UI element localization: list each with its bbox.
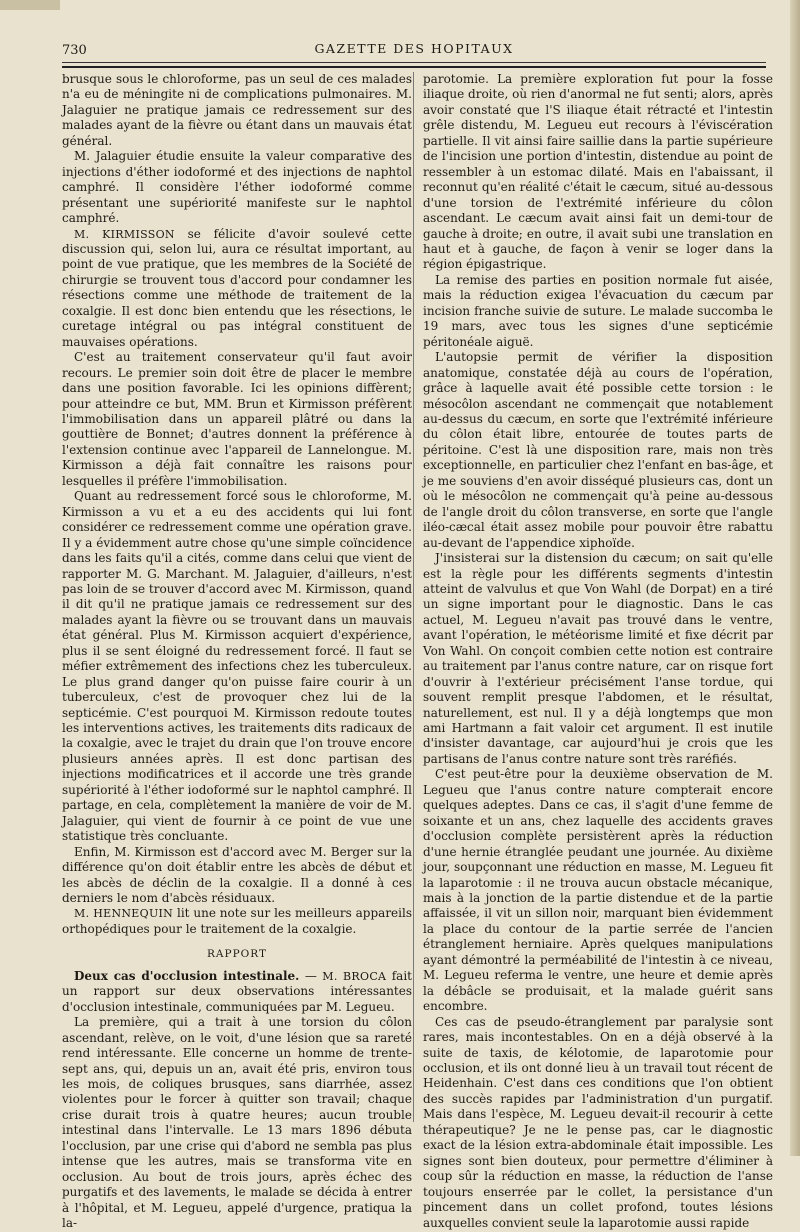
paragraph: La première, qui a trait à une torsion du côlon ascendant, relève, on le voit, d'une lésion que sa rareté rend intéressante. Elle concerne un homme de trente-sept ans, qui, depuis un an, avait été pris, environ tous les mois, de coliques brusques, sans diarrhée, assez violentes pour le forcer à quitter son travail; chaque crise durait trois à quatre heures; aucun trouble intestinal dans l'intervalle. Le 13 mars 1896 débuta l'occlusion, par une crise qui d'abord ne sembla pas plus intense que les autres, mais se transforma vite en occlusion. Au bout de trois jours, après échec des purgatifs et des lavements, le malade se décida à entrer à l'hôpital, et M. Legueu, appelé d'urgence, pratiqua la la- [62,1015,412,1231]
paragraph [62,906,412,937]
page-edge-shadow [790,0,800,1156]
paragraph: Enfin, M. Kirmisson est d'accord avec M. Berger sur la différence qu'on doit établir entre les abcès de début et les abcès de déclin de la coxalgie. Il a donné à ces derniers le nom d'abcès résiduaux. [62,844,412,906]
paragraph [62,227,412,351]
paragraph: brusque sous le chloroforme, pas un seul de ces malades n'a eu de méningite ni de complications pulmonaires. M. Jalaguier ne pratique jamais ce redressement sur des malades ayant de la fièvre ou étant dans un mauvais état général. [62,72,412,148]
article-title: Deux cas d'occlusion intestinale. [74,968,300,983]
page-number: 730 [62,43,87,58]
speaker-name: M. HENNEQUIN [74,907,174,921]
paragraph: J'insisterai sur la distension du cæcum; on sait qu'elle est la règle pour les différents segments d'intestin atteint de valvulus et que Von Wahl (de Dorpat) en a tiré un signe important pour le diagnostic. Dans le cas actuel, M. Legueu n'avait pas trouvé dans le ventre, avant l'opération, le météorisme limité et fixe décrit par Von Wahl. On conçoit combien cette notion est contraire au traitement par l'anus contre nature, car on risque fort d'ouvrir à l'extérieur précisément l'anse tordue, qui souvent remplit presque l'abdomen, et le résultat, naturellement, est nul. Il y a déjà longtemps que mon ami Hartmann a fait valoir cet argument. Il est inutile d'insister davantage, car aujourd'hui je crois que les partisans de l'anus contre nature sont très raréfiés. [423,551,773,766]
speaker-name: M. KIRMISSON [74,227,175,241]
paragraph: C'est peut-être pour la deuxième observation de M. Legueu que l'anus contre nature compterait encore quelques adeptes. Dans ce cas, il s'agit d'une femme de soixante et un ans, chez laquelle des accidents graves d'occlusion complète persistèrent après la réduction d'une hernie étranglée peudant une journée. Au dixième jour, soupçonnant une réduction en masse, M. Legueu fit la laparotomie : il ne trouva aucun obstacle mécanique, mais à la jonction de la partie distendue et de la partie affaissée, il vit un sillon noir, marquant bien évidemment la place du contour de la partie serrée de l'ancien étranglement herniaire. Après quelques manipulations ayant démontré la perméabilité de l'intestin à ce niveau, M. Legueu referma le ventre, une heure et demie après la débâcle se produisait, et la malade guérit sans encombre. [423,767,773,1014]
paragraph: Ces cas de pseudo-étranglement par paralysie sont rares, mais incontestables. On en a déjà observé à la suite de taxis, de kélotomie, de laparotomie pour occlusion, et ils ont donné lieu à un travail tout récent de Heidenhain. C'est dans ces conditions que l'on obtient des succès rapides par l'administration d'un purgatif. Mais dans l'espèce, M. Legueu devait-il recourir à cette thérapeutique? Je ne le pense pas, car le diagnostic exact de la lésion extra-abdominale était impossible. Les signes sont bien douteux, pour permettre d'éliminer à coup sûr la réduction en masse, la réduction de l'anse toujours enserrée par le collet, la persistance d'un pincement dans un collet profond, toutes lésions auxquelles convient seule la laparotomie aussi rapide [423,1014,773,1230]
paragraph-text: fait un rapport sur deux observations intéressantes d'occlusion intestinale, communiquées par M. Legueu. [62,968,412,1014]
header-rule-thin [62,62,766,63]
paragraph: La remise des parties en position normale fut aisée, mais la réduction exigea l'évacuation du cæcum par incision franche suivie de suture. Le malade succomba le 19 mars, avec tous les signes d'une septicémie péritonéale aiguë. [423,272,773,349]
dash: — [299,968,323,983]
paragraph [62,969,412,1015]
paragraph-text: se félicite d'avoir soulevé cette discussion qui, selon lui, aura ce résultat important, au point de vue pratique, que les membres de la Société de chirurgie se trouvent tous d'accord pour condamner les résections comme une méthode de traitement de la coxalgie. Il est donc bien entendu que les résections, le curetage intégral ou pas intégral constituent de mauvaises opérations. [62,226,412,349]
paragraph: L'autopsie permit de vérifier la disposition anatomique, constatée déjà au cours de l'opération, grâce à laquelle avait été possible cette torsion : le mésocôlon ascendant ne commençait que notablement au-dessus du cæcum, en sorte que l'extrémité inférieure du côlon était libre, entourée de toutes parts de péritoine. C'est là une disposition rare, mais non très exceptionnelle, en particulier chez l'enfant en bas-âge, et je me souviens d'en avoir disséqué plusieurs cas, dont un où le mésocôlon ne commençait qu'à peine au-dessous de l'angle droit du côlon transverse, en sorte que l'angle iléo-cæcal était assez mobile pour pouvoir être rabattu au-devant de l'appendice xiphoïde. [423,350,773,550]
speaker-name: M. BROCA [322,969,387,983]
paragraph: M. Jalaguier étudie ensuite la valeur comparative des injections d'éther iodoformé et des injections de naphtol camphré. Il considère l'éther iodoformé comme présentant une supériorité manifeste sur le naphtol camphré. [62,149,412,226]
paragraph: C'est au traitement conservateur qu'il faut avoir recours. Le premier soin doit être de placer le membre dans une position favorable. Ici les opinions diffèrent; pour atteindre ce but, MM. Brun et Kirmisson préfèrent l'immobilisation dans un appareil plâtré ou dans la gouttière de Bonnet; d'autres donnent la préférence à l'extension continue avec l'appareil de Lannelongue. M. Kirmisson a déjà fait connaître les raisons pour lesquelles il préfère l'immobilisation. [62,350,412,488]
paragraph: Quant au redressement forcé sous le chloroforme, M. Kirmisson a vu et a eu des accidents qui lui font considérer ce redressement comme une opération grave. Il y a évidemment autre chose qu'une simple coïncidence dans les faits qu'il a cités, comme dans celui que vient de rapporter M. G. Marchant. M. Jalaguier, d'ailleurs, n'est pas loin de se trouver d'accord avec M. Kirmisson, quand il dit qu'il ne pratique jamais ce redressement sur des malades ayant la fièvre ou se trouvant dans un mauvais état général. Plus M. Kirmisson acquiert d'expérience, plus il se sent éloigné du redressement forcé. Il faut se méfier extrêmement des infections chez les tuberculeux. Le plus grand danger qu'on puisse faire courir à un tuberculeux, c'est de provoquer chez lui de la septicémie. C'est pourquoi M. Kirmisson redoute toutes les interventions actives, les traitements dits radicaux de la coxalgie, avec le trajet du drain que l'on trouve encore plusieurs années après. Il est donc partisan des injections modificatrices et il accorde une très grande supériorité à l'éther iodoformé sur le naphtol camphré. Il partage, en cela, complètement la manière de voir de M. Jalaguier, qui vient de fournir à ce point de vue une statistique très concluante. [62,489,413,844]
journal-title: GAZETTE DES HOPITAUX [314,41,514,56]
page-corner-shadow [0,0,60,10]
paragraph: parotomie. La première exploration fut pour la fosse iliaque droite, où rien d'anormal ne fut senti; alors, après avoir constaté que l'S iliaque était rétracté et l'intestin grêle distendu, M. Legueu eut recours à l'éviscération partielle. Il vit ainsi faire saillie dans la partie supérieure de l'incision une portion d'intestin, distendue au point de ressembler à un estomac dilaté. Mais en l'abaissant, il reconnut qu'en réalité c'était le cæcum, situé au-dessous d'une torsion de l'extrémité inférieure du côlon ascendant. Le cæcum avait ainsi fait un demi-tour de gauche à droite; en outre, il avait subi une translation en haut et à gauche, de façon à venir se loger dans la région épigastrique. [423,72,773,272]
page-header [62,40,766,62]
column-divider [413,72,414,1122]
left-column [62,72,413,1231]
paragraph-text: lit une note sur les meilleurs appareils orthopédiques pour le traitement de la coxalgie. [62,906,412,936]
section-title: RAPPORT [207,948,267,961]
header-rule-thick [62,66,766,68]
right-column [423,72,773,1230]
